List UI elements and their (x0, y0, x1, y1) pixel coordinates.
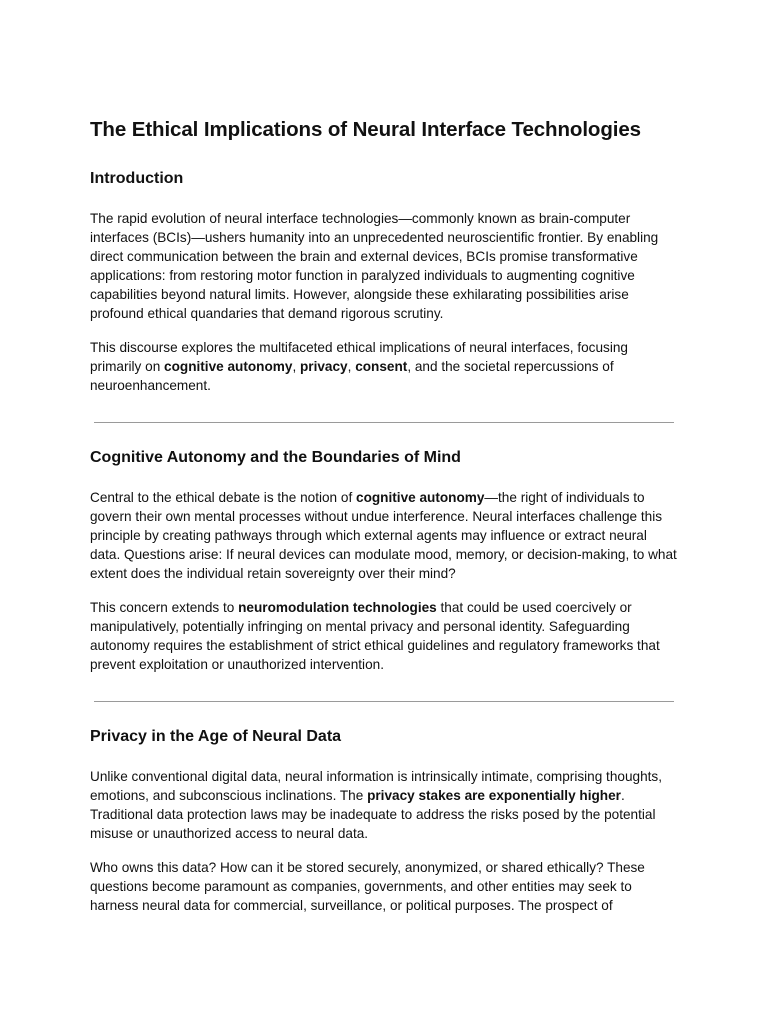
paragraph: This concern extends to neuromodulation technologies that could be used coercively or manipulatively, potentially infringing on mental privacy and personal identity. Safeguarding autonomy requires the establishment of strict ethical guidelines and regulatory frameworks that prevent exploitation or unauthorized intervention. (90, 600, 660, 672)
section-heading: Cognitive Autonomy and the Boundaries of Mind (90, 449, 461, 466)
emphasis: privacy (300, 359, 348, 374)
paragraph: Unlike conventional digital data, neural information is intrinsically intimate, comprising thoughts, emotions, and subconscious inclinations. The privacy stakes are exponentially higher. Traditional data protection laws may be inadequate to address the risks posed by the potential misuse or unauthorized access to neural data. (90, 769, 662, 841)
emphasis: cognitive autonomy (356, 490, 485, 505)
emphasis: neuromodulation technologies (238, 600, 437, 615)
emphasis: privacy stakes are exponentially higher (367, 788, 621, 803)
section-introduction (90, 168, 678, 395)
section-cognitive-autonomy (90, 447, 678, 674)
paragraph: Central to the ethical debate is the notion of cognitive autonomy—the right of individuals to govern their own mental processes without undue interference. Neural interfaces challenge this principle by creating pathways through which external agents may influence or extract neural data. Questions arise: If neural devices can modulate mood, memory, or decision-making, to what extent does the individual retain sovereignty over their mind? (90, 490, 677, 581)
emphasis: cognitive autonomy (164, 359, 293, 374)
paragraph: This discourse explores the multifaceted ethical implications of neural interfaces, focusing primarily on cognitive autonomy, privacy, consent, and the societal repercussions of neuroenhancement. (90, 340, 628, 393)
document-title: The Ethical Implications of Neural Interface Technologies (90, 118, 641, 141)
section-heading: Privacy in the Age of Neural Data (90, 728, 342, 745)
paragraph: Who owns this data? How can it be stored securely, anonymized, or shared ethically? These questions become paramount as companies, governments, and other entities may seek to harness neural data for commercial, surveillance, or political purposes. The prospect of (90, 860, 645, 913)
section-heading: Introduction (90, 170, 184, 187)
emphasis: consent (355, 359, 408, 374)
paragraph: The rapid evolution of neural interface technologies—commonly known as brain-computer interfaces (BCIs)—ushers humanity into an unprecedented neuroscientific frontier. By enabling direct communication between the brain and external devices, BCIs promise transformative applications: from restoring motor function in paralyzed individuals to augmenting cognitive capabilities beyond natural limits. However, alongside these exhilarating possibilities arise profound ethical quandaries that demand rigorous scrutiny. (90, 211, 659, 321)
section-divider (94, 422, 674, 423)
section-divider (94, 701, 674, 702)
section-privacy (90, 726, 678, 915)
